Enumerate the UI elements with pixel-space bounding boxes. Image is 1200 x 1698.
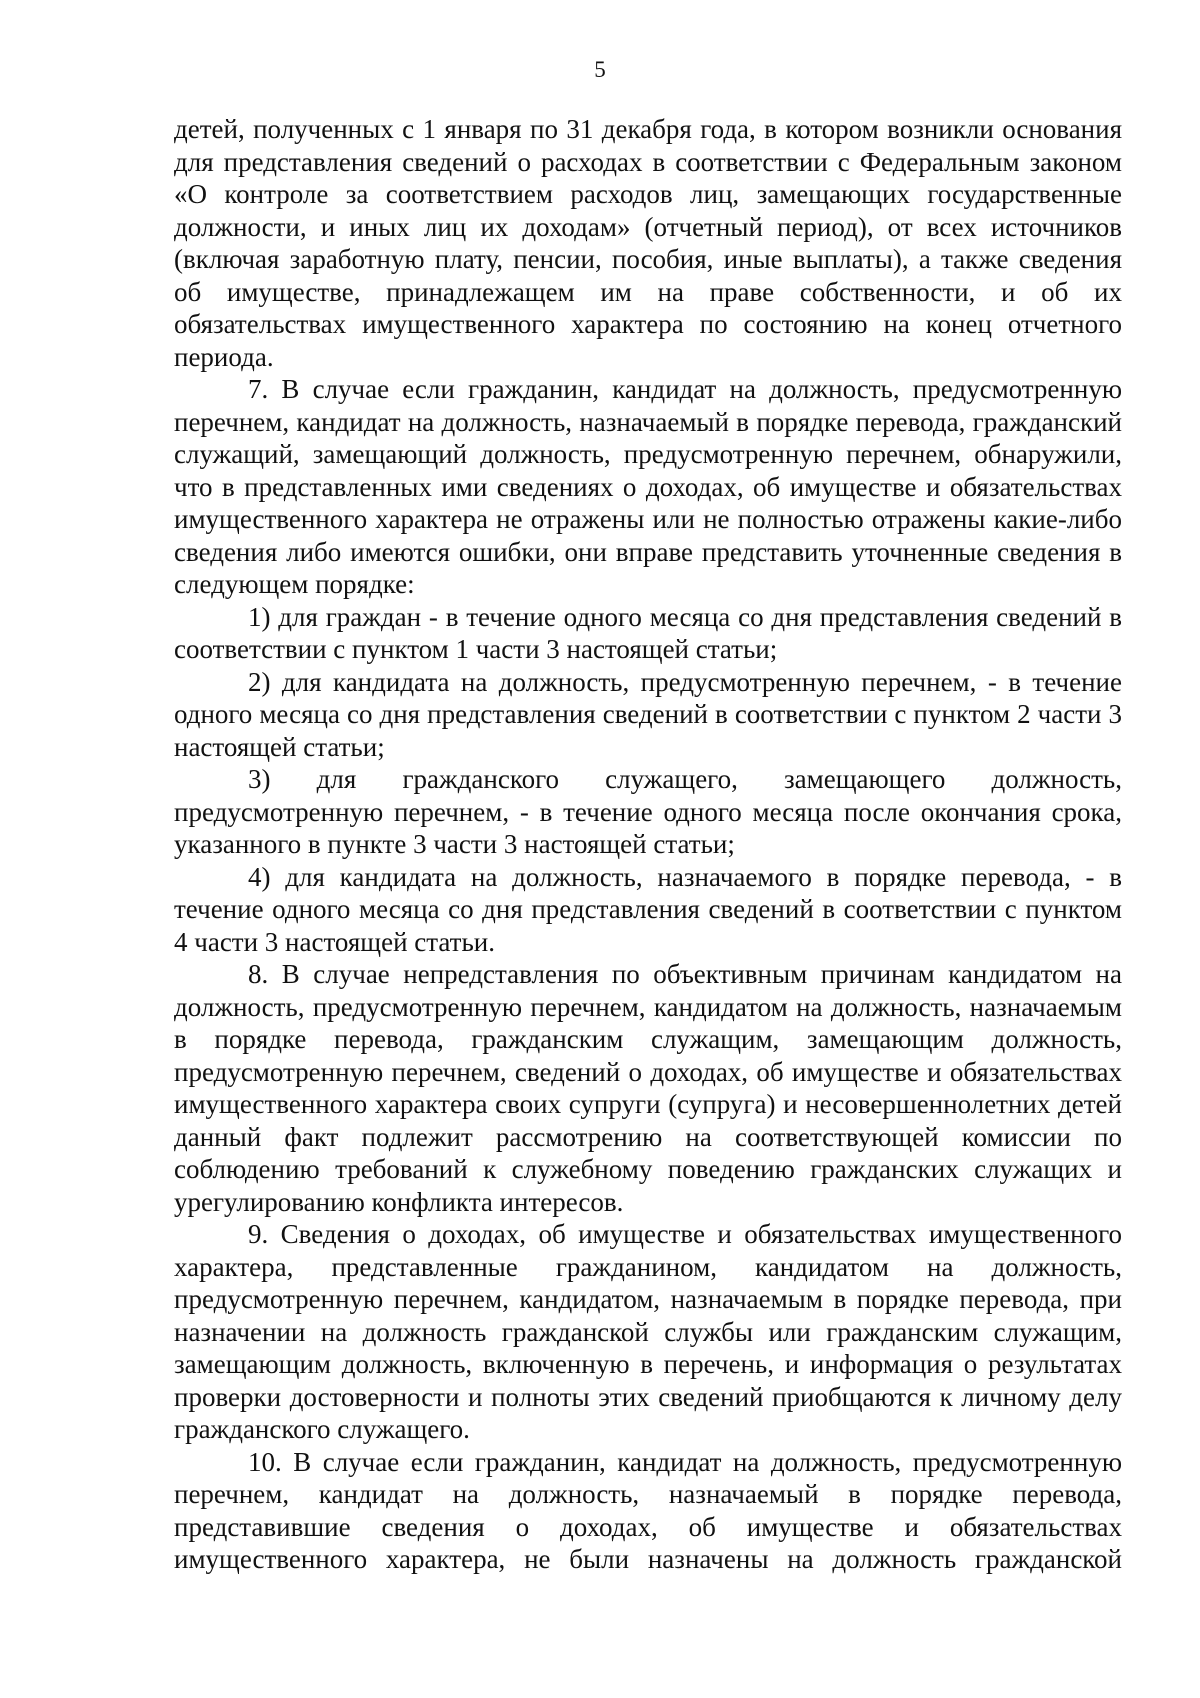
- paragraph-7-item-4: 4) для кандидата на должность, назначаемого в порядке перевода, - в течение одного месяца со дня представления сведений в соответствии с пунктом 4 части 3 настоящей статьи.: [174, 861, 1122, 957]
- paragraph-7-item-3: 3) для гражданского служащего, замещающего должность, предусмотренную перечнем, - в течение одного месяца после окончания срока, указанного в пункте 3 части 3 настоящей статьи;: [174, 764, 1122, 859]
- paragraph-8: 8. В случае непредставления по объективным причинам кандидатом на должность, предусмотренную перечнем, кандидатом на должность, назначаемым в порядке перевода, гражданским служащим, замещающим должность, предусмотренную перечнем, сведений о доходах, об имуществе и обязательствах имущественного характера своих супруги (супруга) и несовершеннолетних детей данный факт подлежит рассмотрению на соответствующей комиссии по соблюдению требований к служебному поведению гражданских служащих и урегулированию конфликта интересов.: [174, 959, 1122, 1217]
- document-body: [174, 113, 1122, 1576]
- paragraph-7-item-1: 1) для граждан - в течение одного месяца со дня представления сведений в соответствии с пунктом 1 части 3 настоящей статьи;: [174, 601, 1122, 664]
- paragraph-7-item-2: 2) для кандидата на должность, предусмотренную перечнем, - в течение одного месяца со дня представления сведений в соответствии с пунктом 2 части 3 настоящей статьи;: [174, 666, 1122, 762]
- page-number: 5: [594, 57, 606, 82]
- paragraph-continuation: детей, полученных с 1 января по 31 декабря года, в котором возникли основания для представления сведений о расходах в соответствии с Федеральным законом «О контроле за соответствием расходов лиц, замещающих государственные должности, и иных лиц их доходам» (отчетный период), от всех источников (включая заработную плату, пенсии, пособия, иные выплаты), а также сведения об имуществе, принадлежащем им на праве собственности, и об их обязательствах имущественного характера по состоянию на конец отчетного периода.: [174, 114, 1122, 372]
- paragraph-9: 9. Сведения о доходах, об имуществе и обязательствах имущественного характера, представленные гражданином, кандидатом на должность, предусмотренную перечнем, кандидатом, назначаемым в порядке перевода, при назначении на должность гражданской службы или гражданским служащим, замещающим должность, включенную в перечень, и информация о результатах проверки достоверности и полноты этих сведений приобщаются к личному делу гражданского служащего.: [174, 1219, 1122, 1444]
- paragraph-7: 7. В случае если гражданин, кандидат на должность, предусмотренную перечнем, кандидат на должность, назначаемый в порядке перевода, гражданский служащий, замещающий должность, предусмотренную перечнем, обнаружили, что в представленных ими сведениях о доходах, об имуществе и обязательствах имущественного характера не отражены или не полностью отражены какие-либо сведения либо имеются ошибки, они вправе представить уточненные сведения в следующем порядке:: [174, 374, 1122, 599]
- paragraph-10: 10. В случае если гражданин, кандидат на должность, предусмотренную перечнем, кандидат на должность, назначаемый в порядке перевода, представившие сведения о доходах, об имуществе и обязательствах имущественного характера, не были назначены на должность гражданской: [174, 1446, 1122, 1574]
